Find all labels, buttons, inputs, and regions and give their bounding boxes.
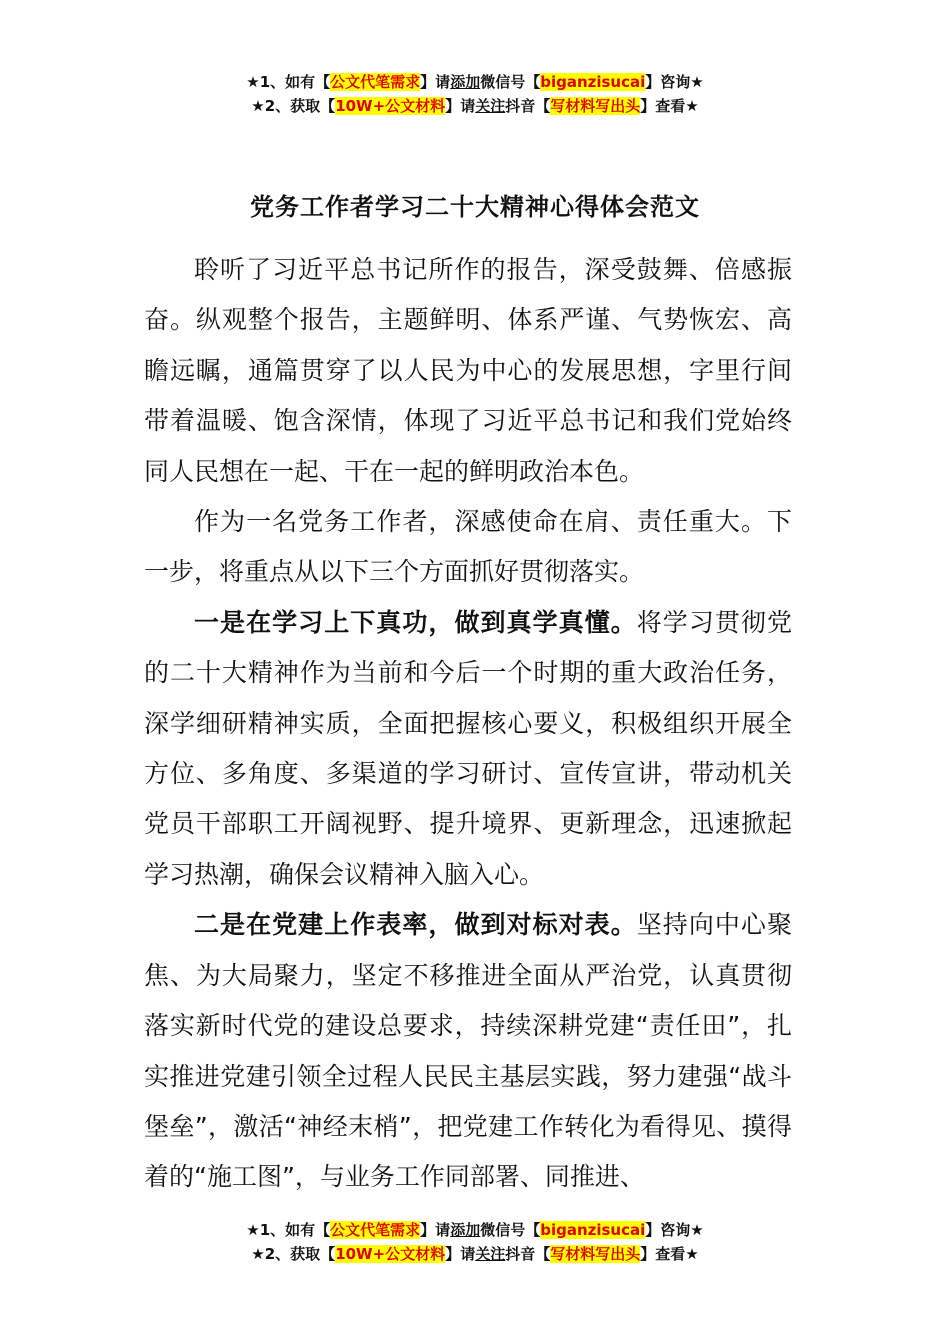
notice-text: 抖音【	[505, 1245, 551, 1263]
notice-line-2	[0, 1242, 950, 1266]
notice-highlight: 10W+公文材料	[335, 1245, 446, 1263]
notice-underline: 关注	[475, 1245, 506, 1263]
notice-text: 】查看★	[640, 1245, 699, 1263]
notice-text: 】请	[420, 73, 451, 91]
notice-highlight: 写材料写出头	[550, 1245, 641, 1263]
paragraph-text: 坚持向中心聚焦、为大局聚力，坚定不移推进全面从严治党，认真贯彻落实新时代党的建设总要求，持续深耕党建“责任田”，扎实推进党建引领全过程人民民主基层实践，努力建强“战斗堡垒”，激活“神经末梢”，把党建工作转化为看得见、摸得着的“施工图”，与业务工作同部署、同推进、	[144, 910, 792, 1192]
document-body	[144, 245, 792, 1203]
paragraph-lead: 一是在学习上下真功，做到真学真懂。	[194, 607, 637, 637]
notice-underline: 添加	[450, 73, 481, 91]
notice-text: 】咨询★	[645, 73, 704, 91]
notice-text: ★1、如有【	[246, 73, 331, 91]
paragraph	[144, 900, 792, 1202]
notice-text: 】请	[445, 97, 476, 115]
notice-line-1	[0, 70, 950, 94]
notice-text: ★2、获取【	[251, 1245, 336, 1263]
paragraph-lead: 二是在党建上作表率，做到对标对表。	[194, 910, 637, 940]
header-notice	[0, 70, 950, 118]
paragraph-text: 作为一名党务工作者，深感使命在肩、责任重大。下一步，将重点从以下三个方面抓好贯彻落实。	[144, 507, 792, 587]
notice-highlight: biganzisucai	[540, 73, 646, 91]
notice-line-1	[0, 1218, 950, 1242]
paragraph-text: 聆听了习近平总书记所作的报告，深受鼓舞、倍感振奋。纵观整个报告，主题鲜明、体系严谨、气势恢宏、高瞻远瞩，通篇贯穿了以人民为中心的发展思想，字里行间带着温暖、饱含深情，体现了习近平总书记和我们党始终同人民想在一起、干在一起的鲜明政治本色。	[144, 255, 792, 486]
notice-underline: 关注	[475, 97, 506, 115]
notice-text: ★1、如有【	[246, 1221, 331, 1239]
paragraph	[144, 598, 792, 900]
notice-highlight: 公文代笔需求	[330, 73, 421, 91]
paragraph	[144, 497, 792, 598]
notice-text: 微信号【	[480, 1221, 541, 1239]
paragraph	[144, 245, 792, 497]
footer-notice	[0, 1218, 950, 1266]
notice-text: ★2、获取【	[251, 97, 336, 115]
notice-text: 】请	[445, 1245, 476, 1263]
document-title: 党务工作者学习二十大精神心得体会范文	[250, 193, 700, 221]
notice-highlight: biganzisucai	[540, 1221, 646, 1239]
notice-highlight: 10W+公文材料	[335, 97, 446, 115]
notice-highlight: 写材料写出头	[550, 97, 641, 115]
notice-text: 】查看★	[640, 97, 699, 115]
notice-text: 】请	[420, 1221, 451, 1239]
notice-highlight: 公文代笔需求	[330, 1221, 421, 1239]
notice-line-2	[0, 94, 950, 118]
notice-underline: 添加	[450, 1221, 481, 1239]
notice-text: 微信号【	[480, 73, 541, 91]
notice-text: 抖音【	[505, 97, 551, 115]
notice-text: 】咨询★	[645, 1221, 704, 1239]
paragraph-text: 将学习贯彻党的二十大精神作为当前和今后一个时期的重大政治任务，深学细研精神实质，全面把握核心要义，积极组织开展全方位、多角度、多渠道的学习研讨、宣传宣讲，带动机关党员干部职工开阔视野、提升境界、更新理念，迅速掀起学习热潮，确保会议精神入脑入心。	[144, 607, 792, 889]
